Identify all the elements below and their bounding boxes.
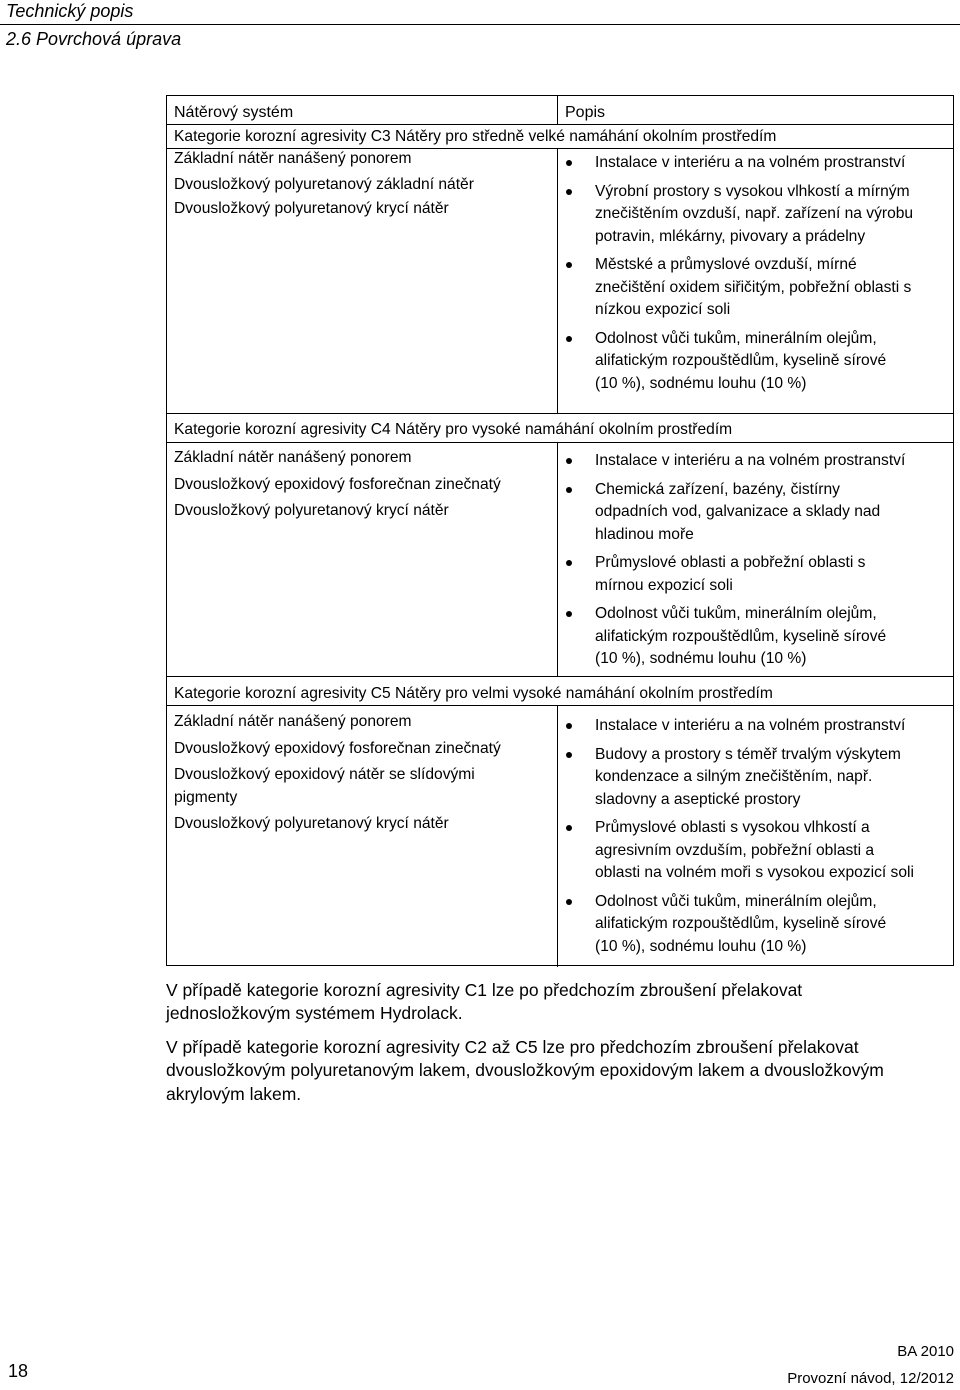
- paragraph-c2-c5: [166, 1036, 956, 1106]
- bullet-item: [563, 552, 951, 597]
- bullet-line: agresivním ovzduším, pobřežní oblasti a: [595, 841, 875, 859]
- bullet-line: oblasti na volném moři s vysokou expozicí soli: [595, 864, 914, 881]
- table-col-divider: [557, 705, 558, 967]
- header-title: Technický popis: [6, 1, 134, 21]
- systems-c4: [174, 447, 554, 523]
- column-header-description: Popis: [565, 104, 606, 121]
- paragraph-line: akrylovým lakem.: [166, 1083, 302, 1104]
- descriptions-c4: [563, 450, 951, 671]
- bullet-line: Instalace v interiéru a na volném prostranství: [595, 154, 906, 171]
- bullet-item: [563, 817, 951, 885]
- descriptions-c5: [563, 715, 951, 958]
- paragraph-c1: [166, 979, 956, 1026]
- bullet-item: [563, 254, 951, 322]
- bullet-line: Odolnost vůči tukům, minerálním olejům,: [595, 605, 877, 622]
- bullet-line: Výrobní prostory s vysokou vlhkostí a mírným: [595, 182, 910, 200]
- bullet-line: potravin, mlékárny, pivovary a prádelny: [595, 227, 866, 245]
- bullet-line: alifatickým rozpouštědlům, kyselině sírové: [595, 627, 887, 645]
- system-item: Dvousložkový polyuretanový krycí nátěr: [174, 502, 449, 519]
- bullet-line: kondenzace a silným znečištěním, např.: [595, 768, 873, 785]
- bullet-line: Odolnost vůči tukům, minerálním olejům,: [595, 892, 877, 910]
- bullet-line: Městské a průmyslové ovzduší, mírné: [595, 256, 857, 273]
- systems-c3: [174, 148, 554, 221]
- footer-doc-name: BA 2010: [897, 1343, 954, 1360]
- bullet-line: sladovny a aseptické prostory: [595, 790, 801, 808]
- system-item: Základní nátěr nanášený ponorem: [174, 713, 412, 730]
- table-col-divider: [557, 148, 558, 414]
- table-rule: [167, 676, 953, 677]
- system-item: Dvousložkový polyuretanový krycí nátěr: [174, 815, 449, 832]
- system-item: Dvousložkový polyuretanový základní nátěr: [174, 175, 474, 193]
- paragraph-line: dvousložkovým polyuretanovým lakem, dvousložkovým epoxidovým lakem a dvousložkovým: [166, 1060, 884, 1081]
- column-header-system: Nátěrový systém: [174, 104, 294, 121]
- bullet-line: Chemická zařízení, bazény, čistírny: [595, 480, 840, 498]
- bullet-line: alifatickým rozpouštědlům, kyselině sírové: [595, 352, 887, 369]
- bullet-item: [563, 744, 951, 812]
- system-item: Základní nátěr nanášený ponorem: [174, 449, 412, 466]
- bullet-line: (10 %), sodnému louhu (10 %): [595, 937, 807, 955]
- bullet-line: hladinou moře: [595, 525, 694, 543]
- bullet-line: (10 %), sodnému louhu (10 %): [595, 374, 807, 392]
- table-col-divider: [557, 442, 558, 677]
- bullet-line: alifatickým rozpouštědlům, kyselině sírové: [595, 915, 887, 932]
- bullet-line: (10 %), sodnému louhu (10 %): [595, 650, 807, 667]
- bullet-line: Průmyslové oblasti a pobřežní oblasti s: [595, 554, 866, 571]
- paragraph-line: V případě kategorie korozní agresivity C2 až C5 lze pro předchozím zbroušení přelakovat: [166, 1037, 859, 1057]
- bullet-line: nízkou expozicí soli: [595, 301, 731, 318]
- system-item: Základní nátěr nanášený ponorem: [174, 150, 412, 167]
- bullet-line: znečištěním ovzduší, např. zařízení na výrobu: [595, 205, 914, 222]
- system-item: Dvousložkový polyuretanový krycí nátěr: [174, 200, 449, 217]
- system-item: Dvousložkový epoxidový nátěr se slídovými: [174, 766, 475, 783]
- bullet-line: Budovy a prostory s téměř trvalým výskytem: [595, 745, 901, 763]
- bullet-item: [563, 715, 951, 738]
- system-item: pigmenty: [174, 788, 238, 806]
- bullet-line: Odolnost vůči tukům, minerálním olejům,: [595, 329, 877, 347]
- paragraph-line: V případě kategorie korozní agresivity C1 lze po předchozím zbroušení přelakovat: [166, 980, 803, 1000]
- header-rule: [0, 24, 960, 25]
- bullet-item: [563, 891, 951, 959]
- bullet-line: znečištění oxidem siřičitým, pobřežní oblasti s: [595, 278, 912, 296]
- bullet-item: [563, 152, 951, 175]
- bullet-line: mírnou expozicí soli: [595, 576, 733, 594]
- table-rule: [167, 442, 953, 443]
- footer-doc-info: Provozní návod, 12/2012: [787, 1370, 954, 1387]
- table-col-divider: [557, 96, 558, 125]
- page-number: 18: [8, 1361, 29, 1381]
- bullet-line: odpadních vod, galvanizace a sklady nad: [595, 503, 881, 520]
- bullet-line: Instalace v interiéru a na volném prostranství: [595, 452, 906, 469]
- coating-systems-table: [166, 95, 954, 966]
- bullet-line: Průmyslové oblasti s vysokou vlhkostí a: [595, 819, 870, 836]
- bullet-line: Instalace v interiéru a na volném prostranství: [595, 717, 906, 734]
- paragraph-line: jednosložkovým systémem Hydrolack.: [166, 1003, 463, 1024]
- section-title: 2.6 Povrchová úprava: [6, 29, 182, 49]
- category-row-c4: Kategorie korozní agresivity C4 Nátěry pro vysoké namáhání okolním prostředím: [174, 421, 733, 438]
- bullet-item: [563, 603, 951, 671]
- systems-c5: [174, 711, 554, 836]
- bullet-item: [563, 328, 951, 396]
- category-row-c3: Kategorie korozní agresivity C3 Nátěry pro středně velké namáhání okolním prostředím: [174, 128, 777, 145]
- bullet-item: [563, 479, 951, 547]
- system-item: Dvousložkový epoxidový fosforečnan zinečnatý: [174, 739, 501, 757]
- descriptions-c3: [563, 152, 951, 395]
- bullet-item: [563, 181, 951, 249]
- table-rule: [167, 413, 953, 414]
- system-item: Dvousložkový epoxidový fosforečnan zinečnatý: [174, 475, 501, 493]
- category-row-c5: Kategorie korozní agresivity C5 Nátěry pro velmi vysoké namáhání okolním prostředím: [174, 685, 773, 702]
- bullet-item: [563, 450, 951, 473]
